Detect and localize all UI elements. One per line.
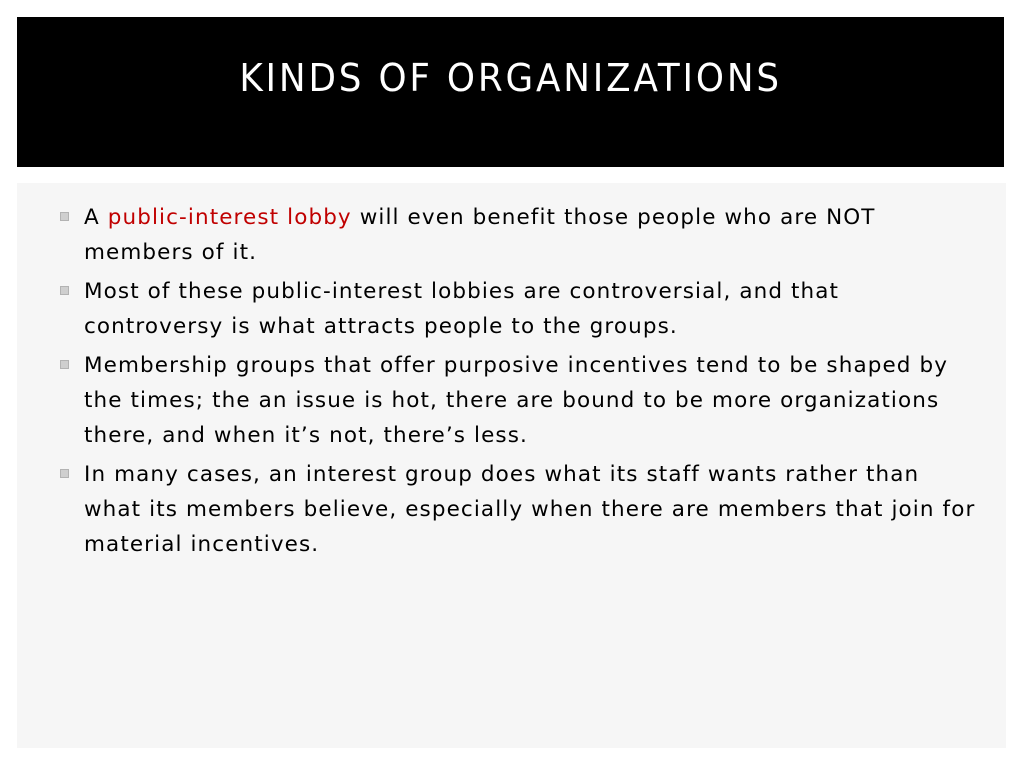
- slide-content-panel: [17, 183, 1006, 748]
- bullet-text: Most of these public-interest lobbies are controversial, and that controversy is what attracts people to the groups.: [84, 279, 840, 339]
- square-bullet-icon: [60, 469, 69, 478]
- bullet-text: Membership groups that offer purposive incentives tend to be shaped by the times; the an issue is hot, there are bound to be more organizations there, and when it’s not, there’s less.: [84, 353, 949, 448]
- bullet-text-prefix: A: [84, 205, 108, 230]
- bullet-item-1: [17, 200, 977, 270]
- bullet-text: In many cases, an interest group does what its staff wants rather than what its members believe, especially when there are members that join for material incentives.: [84, 462, 976, 557]
- bullet-text-suffix: will even benefit those people who are NOT members of it.: [84, 205, 876, 265]
- bullet-item-3: [17, 348, 977, 453]
- slide-title-bar: [17, 17, 1004, 167]
- square-bullet-icon: [60, 360, 69, 369]
- highlighted-term: public-interest lobby: [107, 205, 352, 230]
- bullet-item-2: [17, 274, 977, 344]
- square-bullet-icon: [60, 286, 69, 295]
- bullet-item-4: [17, 457, 977, 562]
- bullet-list: [17, 200, 977, 566]
- square-bullet-icon: [60, 212, 69, 221]
- slide-title: KINDS OF ORGANIZATIONS: [239, 55, 782, 100]
